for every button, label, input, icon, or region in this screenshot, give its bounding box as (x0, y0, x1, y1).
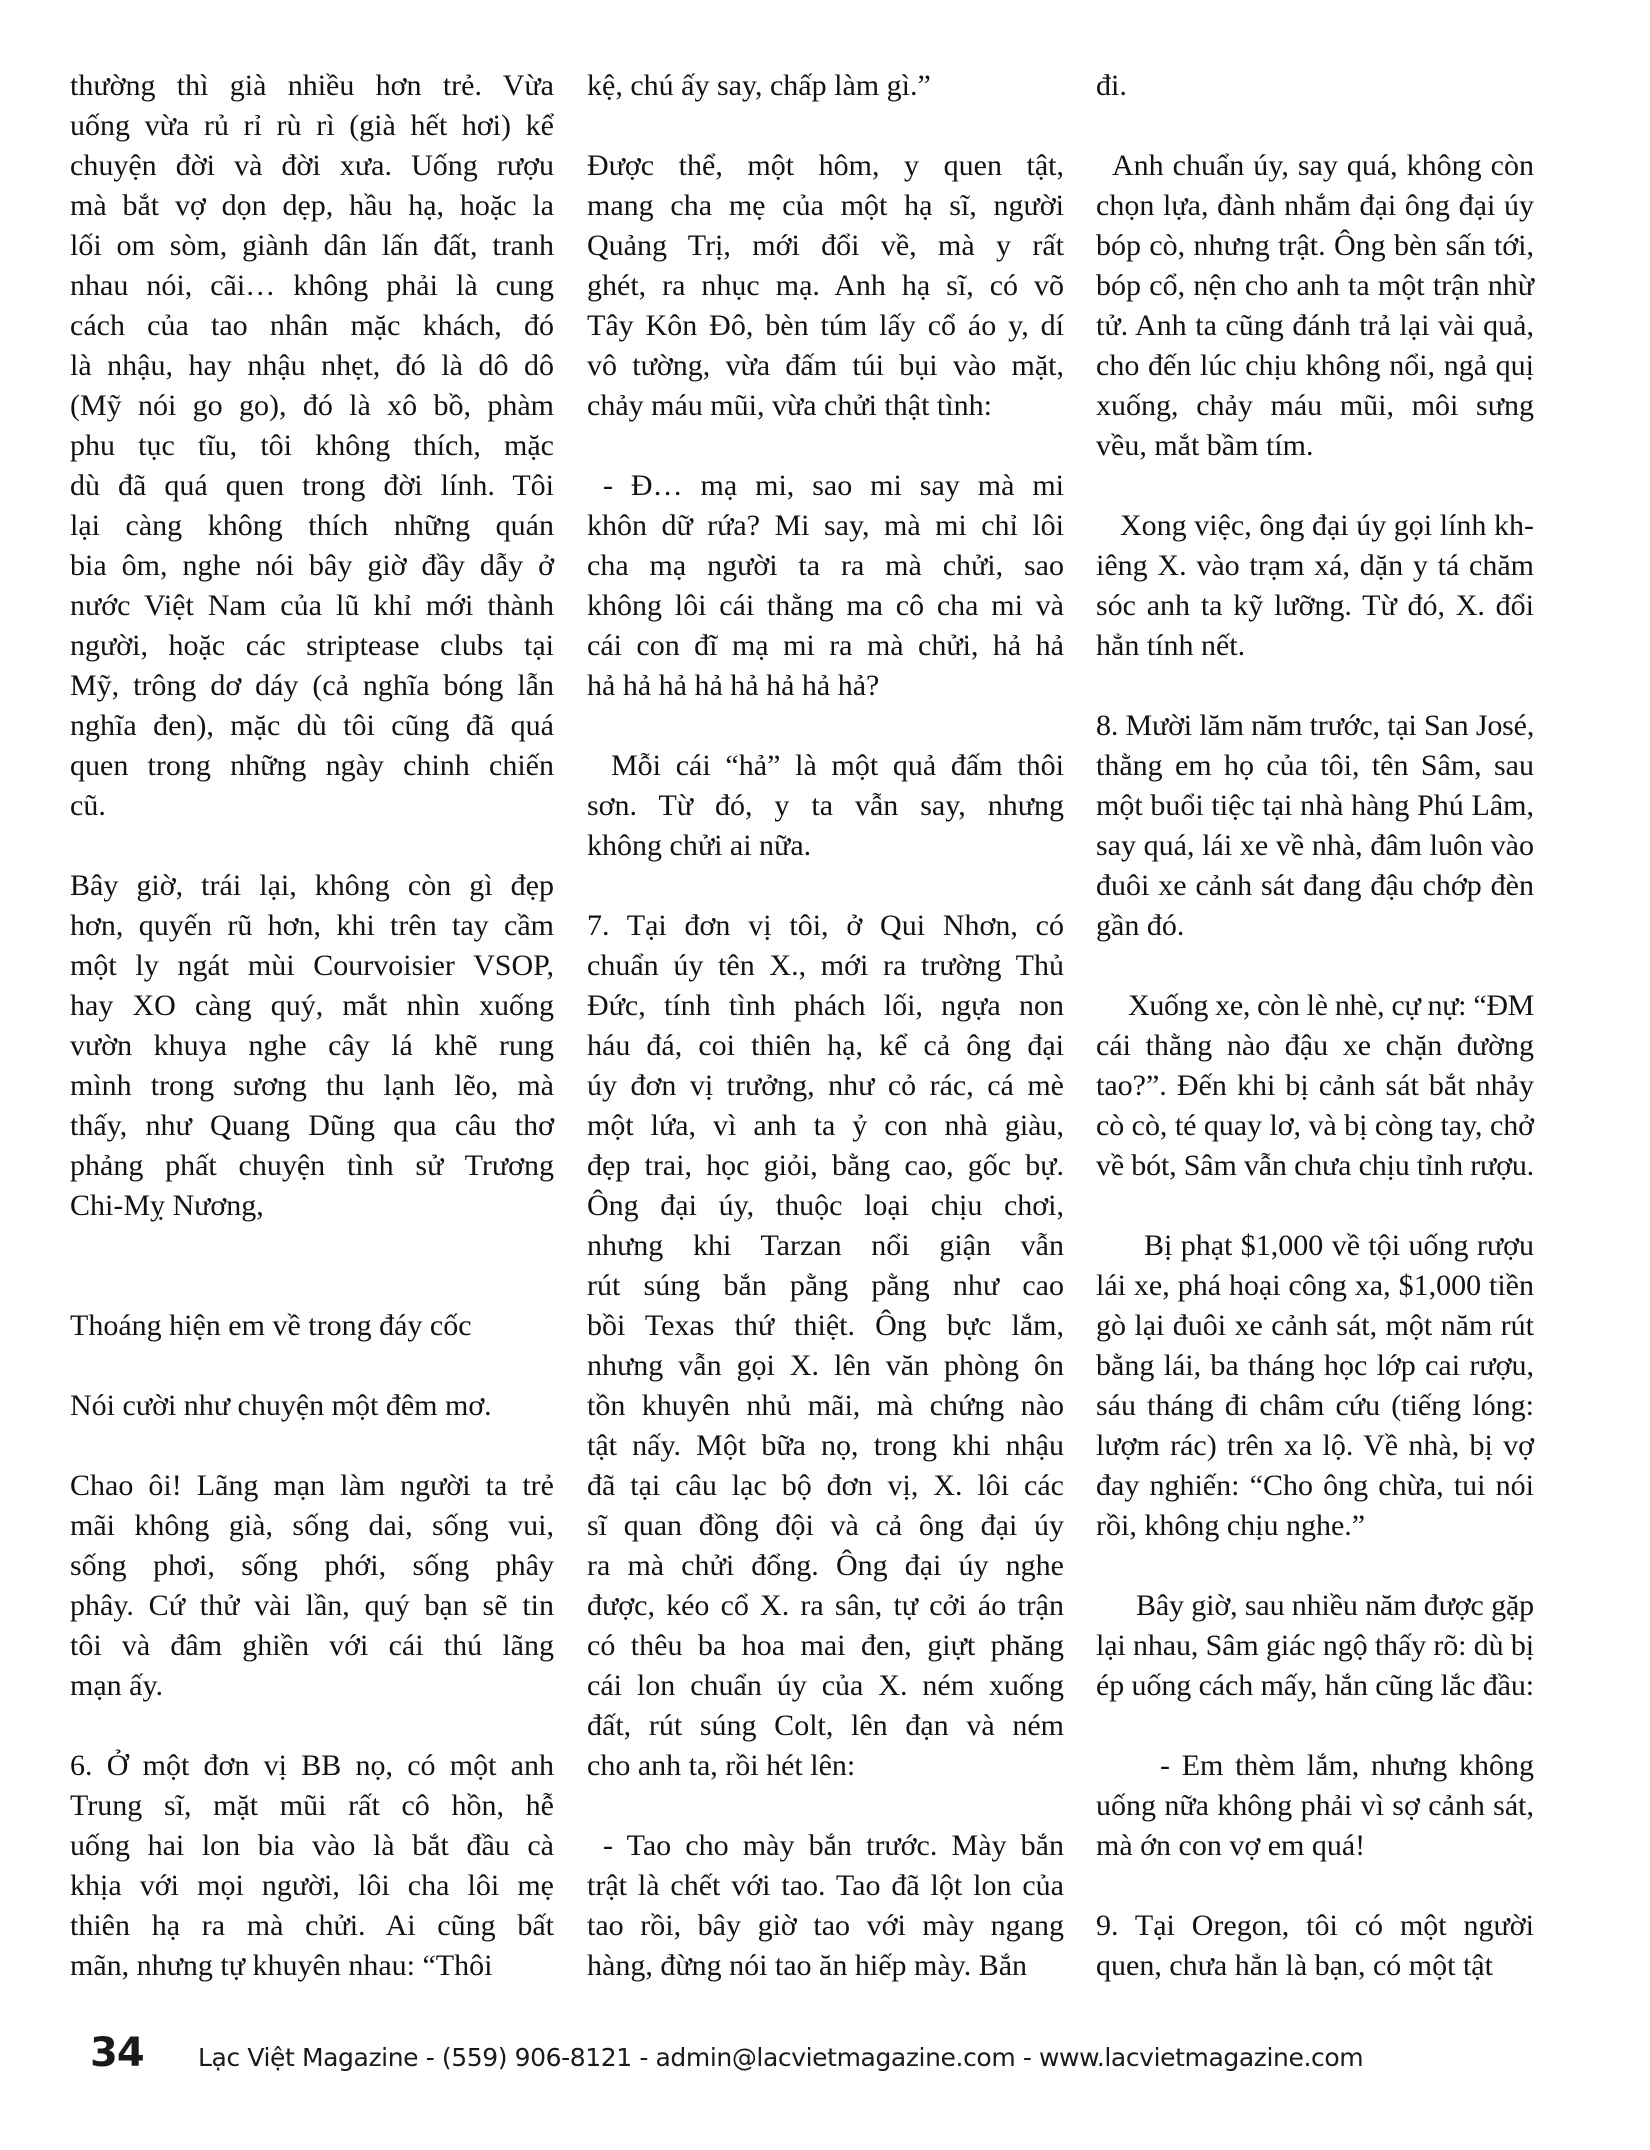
text-line: chảy máu mũi, vừa chửi thật tình: (587, 389, 992, 422)
text-line: tao?”. Đến khi bị cảnh sát bắt nhảy (1096, 1069, 1534, 1102)
paragraph-gap (1096, 1866, 1534, 1906)
text-line: khôn dữ rứa? Mi say, mà mi chỉ lôi (587, 509, 1064, 542)
text-line: quen trong những ngày chinh chiến (70, 749, 554, 782)
text-line: vô tường, vừa đấm túi bụi vào mặt, (587, 349, 1064, 382)
text-line: háu đá, coi thiên hạ, kể cả ông đại (587, 1029, 1064, 1062)
paragraph-gap (70, 1226, 554, 1266)
paragraph-gap (70, 1426, 554, 1466)
text-line: cũ. (70, 789, 106, 822)
text-line: sống phơi, sống phới, sống phây (70, 1549, 554, 1582)
text-line: hả hả hả hả hả hả hả hả? (587, 669, 880, 702)
text-line: lại càng không thích những quán (70, 509, 554, 542)
text-line: Được thể, một hôm, y quen tật, (587, 149, 1064, 182)
text-line: nghĩa đen), mặc dù tôi cũng đã quá (70, 709, 554, 742)
text-line: về bót, Sâm vẫn chưa chịu tỉnh rượu. (1096, 1149, 1534, 1182)
text-line: 7. Tại đơn vị tôi, ở Qui Nhơn, có (587, 909, 1064, 942)
text-line: hơn, quyến rũ hơn, khi trên tay cầm (70, 909, 554, 942)
text-line: sáu tháng đi châm cứu (tiếng lóng: (1096, 1389, 1534, 1422)
text-column-1 (70, 66, 554, 1986)
text-line: cách của tao nhân mặc khách, đó (70, 309, 554, 342)
text-line: tử. Anh ta cũng đánh trả lại vài quả, (1096, 309, 1534, 342)
text-line: gò lại đuôi xe cảnh sát, một năm rút (1096, 1309, 1534, 1342)
text-line: phảng phất chuyện tình sử Trương (70, 1149, 554, 1182)
text-line: vều, mắt bầm tím. (1096, 429, 1314, 462)
paragraph-gap (1096, 666, 1534, 706)
text-line: Thoáng hiện em về trong đáy cốc (70, 1309, 472, 1342)
text-line: mãi không già, sống dai, sống vui, (70, 1509, 554, 1542)
text-line: đã tại câu lạc bộ đơn vị, X. lôi các (587, 1469, 1064, 1502)
text-line: quen, chưa hẳn là bạn, có một tật (1096, 1949, 1493, 1982)
paragraph-gap (1096, 1706, 1534, 1746)
text-line: không lôi cái thằng ma cô cha mi và (587, 589, 1064, 622)
text-line: thường thì già nhiều hơn trẻ. Vừa (70, 69, 554, 102)
text-line: tôi và đâm ghiền với cái thú lãng (70, 1629, 554, 1662)
paragraph-gap (587, 866, 1064, 906)
footer-contact-line: Lạc Việt Magazine - (559) 906-8121 - admin@lacvietmagazine.com - www.lacvietmagazine.com (198, 2043, 1364, 2072)
text-line: hẳn tính nết. (1096, 629, 1246, 662)
text-line: Bây giờ, sau nhiều năm được gặp (1136, 1589, 1534, 1622)
text-line: lại nhau, Sâm giác ngộ thấy rõ: dù bị (1096, 1629, 1534, 1662)
text-line: tao rồi, bây giờ tao với mày ngang (587, 1909, 1064, 1942)
text-line: tật nấy. Một bữa nọ, trong khi nhậu (587, 1429, 1064, 1462)
text-line: kệ, chú ấy say, chấp làm gì.” (587, 69, 931, 102)
text-line: vườn khuya nghe cây lá khẽ rung (70, 1029, 554, 1062)
text-line: Xong việc, ông đại úy gọi lính kh- (1120, 509, 1534, 542)
text-line: 8. Mười lăm năm trước, tại San José, (1096, 709, 1535, 742)
text-line: cho anh ta, rồi hét lên: (587, 1749, 856, 1782)
text-line: đất, rút súng Colt, lên đạn và ném (587, 1709, 1064, 1742)
text-line: bóp cò, nhưng trật. Ông bèn sấn tới, (1096, 229, 1534, 262)
text-line: cha mạ người ta ra mà chửi, sao (587, 549, 1064, 582)
paragraph-gap (587, 706, 1064, 746)
text-line: đẹp trai, học giỏi, bằng cao, gốc bự. (587, 1149, 1064, 1182)
text-line: chuyện đời và đời xưa. Uống rượu (70, 149, 554, 182)
text-line: chuẩn úy tên X., mới ra trường Thủ (587, 949, 1064, 982)
text-line: Trung sĩ, mặt mũi rất cô hồn, hễ (70, 1789, 554, 1822)
text-line: 6. Ở một đơn vị BB nọ, có một anh (70, 1749, 554, 1782)
text-line: là nhậu, hay nhậu nhẹt, đó là dô dô (70, 349, 554, 382)
text-line: Chao ôi! Lãng mạn làm người ta trẻ (70, 1469, 554, 1502)
text-line: gần đó. (1096, 909, 1185, 942)
text-line: sĩ quan đồng đội và cả ông đại úy (587, 1509, 1064, 1542)
text-line: khịa với mọi người, lôi cha lôi mẹ (70, 1869, 554, 1902)
text-line: say quá, lái xe về nhà, đâm luôn vào (1096, 829, 1534, 862)
text-line: mãn, nhưng tự khuyên nhau: “Thôi (70, 1949, 493, 1982)
text-line: ra mà chửi đổng. Ông đại úy nghe (587, 1549, 1064, 1582)
page-number: 34 (90, 2030, 144, 2076)
text-line: lượm rác) trên xa lộ. Về nhà, bị vợ (1096, 1429, 1534, 1462)
text-line: iêng X. vào trạm xá, dặn y tá chăm (1096, 549, 1534, 582)
text-line: úy đơn vị trưởng, như cỏ rác, cá mè (587, 1069, 1064, 1102)
text-line: một buổi tiệc tại nhà hàng Phú Lâm, (1096, 789, 1534, 822)
paragraph-gap (1096, 466, 1534, 506)
text-line: trật là chết với tao. Tao đã lột lon của (587, 1869, 1064, 1902)
text-line: ghét, ra nhục mạ. Anh hạ sĩ, có võ (587, 269, 1064, 302)
text-line: uống hai lon bia vào là bắt đầu cà (70, 1829, 554, 1862)
text-line: đay nghiến: “Cho ông chừa, tui nói (1096, 1469, 1534, 1502)
text-line: bằng lái, ba tháng học lớp cai rượu, (1096, 1349, 1534, 1382)
paragraph-gap (1096, 1186, 1534, 1226)
text-line: bóp cổ, nện cho anh ta một trận nhừ (1096, 269, 1534, 302)
text-line: thằng em họ của tôi, tên Sâm, sau (1096, 749, 1534, 782)
text-line: mà ớn con vợ em quá! (1096, 1829, 1366, 1862)
text-line: Đức, tính tình phách lối, ngựa non (587, 989, 1064, 1022)
text-line: - Tao cho mày bắn trước. Mày bắn (603, 1829, 1064, 1862)
text-line: hay XO càng quý, mắt nhìn xuống (70, 989, 554, 1022)
text-line: cái thằng nào đậu xe chặn đường (1096, 1029, 1534, 1062)
text-line: đi. (1096, 69, 1127, 102)
text-line: cò cò, té quay lơ, và bị còng tay, chở (1096, 1109, 1534, 1142)
text-line: mà bắt vợ dọn dẹp, hầu hạ, hoặc la (70, 189, 554, 222)
paragraph-gap (70, 1346, 554, 1386)
text-line: một ly ngát mùi Courvoisier VSOP, (70, 949, 554, 982)
text-column-2 (587, 66, 1064, 1986)
paragraph-gap (587, 426, 1064, 466)
text-line: 9. Tại Oregon, tôi có một người (1096, 1909, 1534, 1942)
text-column-3 (1096, 66, 1534, 1986)
text-line: ép uống cách mấy, hắn cũng lắc đầu: (1096, 1669, 1534, 1702)
paragraph-gap (587, 106, 1064, 146)
text-line: Xuống xe, còn lè nhè, cự nự: “ĐM (1128, 989, 1534, 1022)
text-line: một lứa, vì anh ta ỷ con nhà giàu, (587, 1109, 1064, 1142)
paragraph-gap (1096, 1546, 1534, 1586)
text-line: (Mỹ nói go go), đó là xô bồ, phàm (70, 389, 554, 422)
text-line: Mỗi cái “hả” là một quả đấm thôi (611, 749, 1064, 782)
text-line: - Em thèm lắm, nhưng không (1160, 1749, 1534, 1782)
text-line: mình trong sương thu lạnh lẽo, mà (70, 1069, 554, 1102)
paragraph-gap (70, 1706, 554, 1746)
text-line: thấy, như Quang Dũng qua câu thơ (70, 1109, 554, 1142)
text-line: nhưng khi Tarzan nổi giận vẫn (587, 1229, 1064, 1262)
text-line: thiên hạ ra mà chửi. Ai cũng bất (70, 1909, 554, 1942)
paragraph-gap (1096, 946, 1534, 986)
text-line: cái con đĩ mạ mi ra mà chửi, hả hả (587, 629, 1064, 662)
text-line: Anh chuẩn úy, say quá, không còn (1112, 149, 1534, 182)
text-line: nước Việt Nam của lũ khỉ mới thành (70, 589, 554, 622)
text-line: được, kéo cổ X. ra sân, tự cởi áo trận (587, 1589, 1064, 1622)
text-line: nhau nói, cãi… không phải là cung (70, 269, 554, 302)
text-line: Tây Kôn Đô, bèn túm lấy cổ áo y, dí (587, 309, 1064, 342)
text-line: lối om sòm, giành dân lấn đất, tranh (70, 229, 554, 262)
text-line: phu tục tĩu, tôi không thích, mặc (70, 429, 554, 462)
text-line: Quảng Trị, mới đổi về, mà y rất (587, 229, 1064, 262)
text-line: cái lon chuẩn úy của X. ném xuống (587, 1669, 1064, 1702)
text-line: uống nữa không phải vì sợ cảnh sát, (1096, 1789, 1534, 1822)
text-line: nhưng vẫn gọi X. lên văn phòng ôn (587, 1349, 1064, 1382)
text-line: - Đ… mạ mi, sao mi say mà mi (603, 469, 1064, 502)
text-line: sóc anh ta kỹ lưỡng. Từ đó, X. đổi (1096, 589, 1534, 622)
text-line: bồi Texas thứ thiệt. Ông bực lắm, (587, 1309, 1064, 1342)
text-line: Ông đại úy, thuộc loại chịu chơi, (587, 1189, 1064, 1222)
text-line: hàng, đừng nói tao ăn hiếp mày. Bắn (587, 1949, 1028, 1982)
text-line: sơn. Từ đó, y ta vẫn say, nhưng (587, 789, 1064, 822)
paragraph-gap (70, 826, 554, 866)
text-line: không chửi ai nữa. (587, 829, 812, 862)
paragraph-gap (587, 1786, 1064, 1826)
text-line: chọn lựa, đành nhắm đại ông đại úy (1096, 189, 1534, 222)
text-line: Nói cười như chuyện một đêm mơ. (70, 1389, 492, 1422)
page-footer (90, 2030, 1560, 2080)
text-line: lái xe, phá hoại công xa, $1,000 tiền (1096, 1269, 1534, 1302)
text-line: Bây giờ, trái lại, không còn gì đẹp (70, 869, 554, 902)
text-line: bia ôm, nghe nói bây giờ đầy dẫy ở (70, 549, 554, 582)
text-line: rồi, không chịu nghe.” (1096, 1509, 1366, 1542)
paragraph-gap (70, 1266, 554, 1306)
text-line: có thêu ba hoa mai đen, giựt phăng (587, 1629, 1064, 1662)
paragraph-gap (1096, 106, 1534, 146)
text-line: tồn khuyên nhủ mãi, mà chứng nào (587, 1389, 1064, 1422)
text-line: mạn ấy. (70, 1669, 164, 1702)
text-line: Bị phạt $1,000 về tội uống rượu (1144, 1229, 1534, 1262)
text-line: uống vừa rủ rỉ rù rì (già hết hơi) kể (70, 109, 554, 142)
text-line: cho đến lúc chịu không nổi, ngả quị (1096, 349, 1534, 382)
text-line: rút súng bắn pằng pằng như cao (587, 1269, 1064, 1302)
text-line: xuống, chảy máu mũi, môi sưng (1096, 389, 1534, 422)
text-line: phây. Cứ thử vài lần, quý bạn sẽ tin (70, 1589, 554, 1622)
text-line: người, hoặc các striptease clubs tại (70, 629, 554, 662)
text-line: dù đã quá quen trong đời lính. Tôi (70, 469, 554, 502)
text-line: Mỹ, trông dơ dáy (cả nghĩa bóng lẫn (70, 669, 554, 702)
text-line: Chi-Mỵ Nương, (70, 1189, 264, 1222)
text-line: đuôi xe cảnh sát đang đậu chớp đèn (1096, 869, 1534, 902)
text-line: mang cha mẹ của một hạ sĩ, người (587, 189, 1064, 222)
